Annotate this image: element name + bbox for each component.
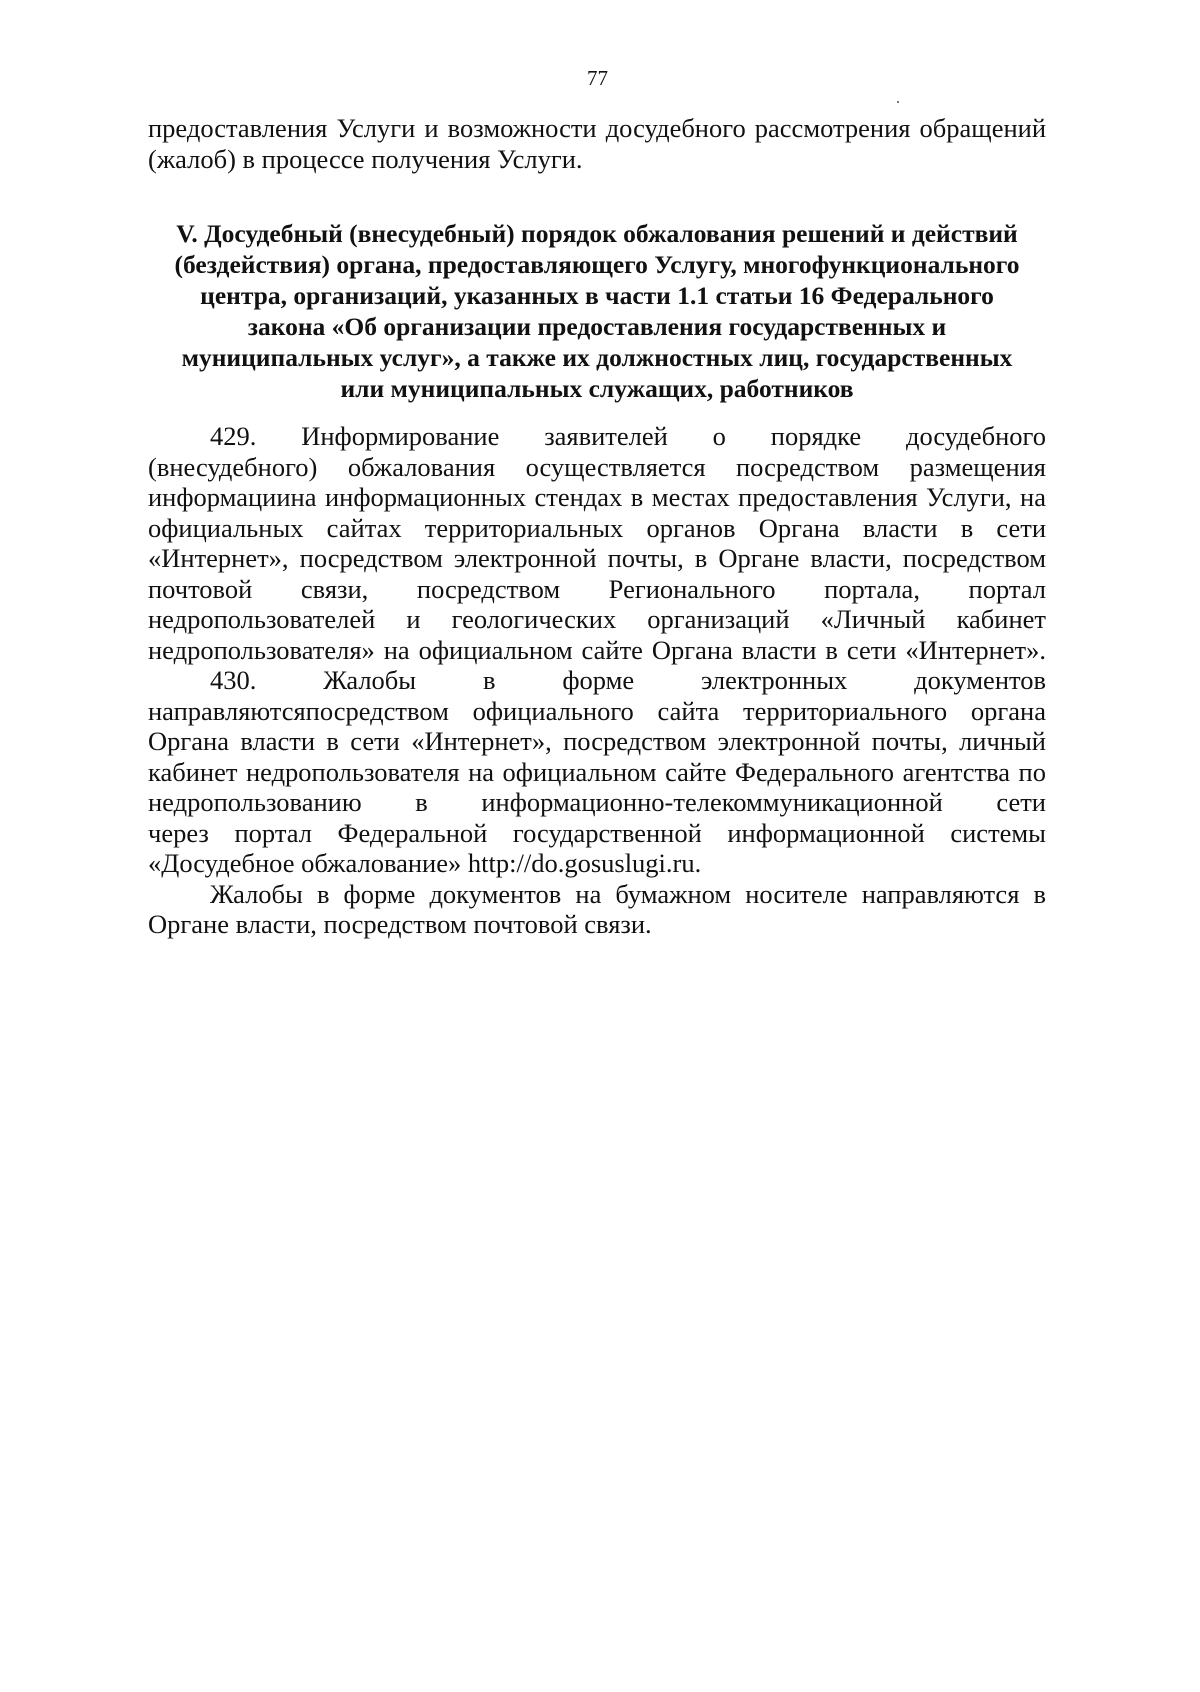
- heading-line: (бездействия) органа, предоставляющего Услугу, многофункционального: [174, 250, 1020, 279]
- text-line: (жалоб) в процессе получения Услуги.: [148, 143, 583, 174]
- text-line: через портал Федеральной государственной информационной системы: [148, 817, 1046, 848]
- heading-line: или муниципальных служащих, работников: [340, 374, 854, 403]
- body-text: [148, 421, 1046, 940]
- text-line: информациина информационных стендах в местах предоставления Услуги, на: [148, 482, 1046, 512]
- text-line: официальных сайтах территориальных органов Органа власти в сети: [148, 512, 1046, 543]
- text-line: почтовой связи, посредством Регионального портала, портал: [148, 573, 1046, 604]
- text-line: 430. Жалобы в форме электронных документов: [210, 665, 1046, 695]
- text-line: (внесудебного) обжалования осуществляется посредством размещения: [148, 451, 1046, 482]
- heading-line: V. Досудебный (внесудебный) порядок обжалования решений и действий: [176, 219, 1018, 248]
- text-line: недропользователя» на официальном сайте Органа власти в сети «Интернет».: [148, 634, 1046, 665]
- scan-speck: [897, 101, 899, 103]
- text-line: недропользователей и геологических организаций «Личный кабинет: [148, 604, 1046, 634]
- text-line: направляютсяпосредством официального сайта территориального органа: [148, 695, 1046, 726]
- text-line: 429. Информирование заявителей о порядке досудебного: [210, 421, 1046, 451]
- text-line: Жалобы в форме документов на бумажном носителе направляются в: [210, 878, 1046, 909]
- section-heading: [148, 218, 1046, 404]
- text-line: недропользованию в информационно-телекоммуникационной сети: [148, 787, 1046, 817]
- text-line: Органа власти в сети «Интернет», посредством электронной почты, личный: [148, 726, 1046, 756]
- text-line: кабинет недропользователя на официальном сайте Федерального агентства по: [148, 756, 1046, 787]
- heading-line: закона «Об организации предоставления государственных и: [247, 312, 947, 341]
- text-line: «Досудебное обжалование» http://do.gosuslugi.ru.: [148, 848, 702, 878]
- page-number: 77: [587, 66, 608, 90]
- text-line: предоставления Услуги и возможности досудебного рассмотрения обращений: [148, 113, 1046, 143]
- intro-paragraph: [148, 113, 1046, 174]
- heading-line: центра, организаций, указанных в части 1.1 статьи 16 Федерального: [200, 281, 994, 310]
- heading-line: муниципальных услуг», а также их должностных лиц, государственных: [181, 343, 1013, 372]
- text-line: «Интернет», посредством электронной почты, в Органе власти, посредством: [148, 543, 1046, 573]
- text-line: Органе власти, посредством почтовой связи.: [148, 909, 652, 939]
